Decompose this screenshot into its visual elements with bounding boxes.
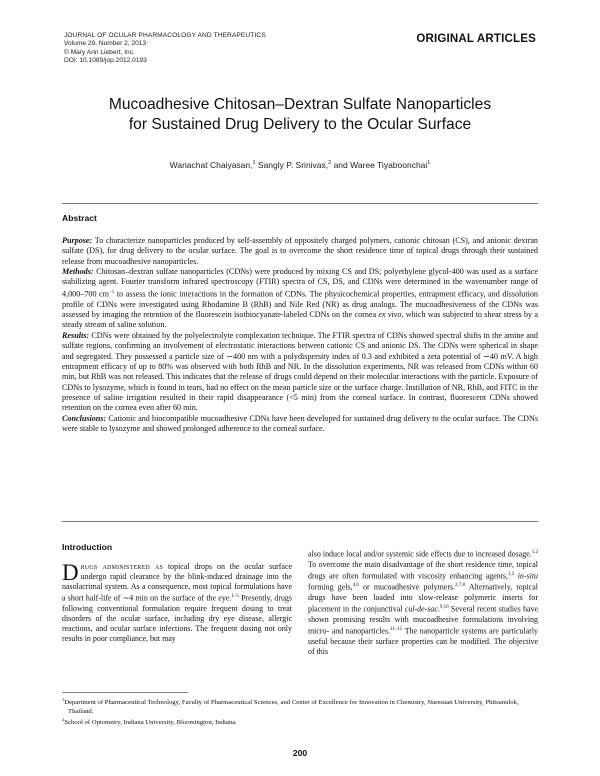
introduction-heading: Introduction xyxy=(62,542,113,552)
intro-right-text-2: To overcome the main disadvantage of the short residence time, topical drugs are often formulated with viscosity enhancing agents, xyxy=(308,559,538,581)
intro-right-italic-2: cul-de-sac xyxy=(404,604,438,614)
journal-header xyxy=(64,32,266,66)
methods-text-1: Chitosan–dextran sulfate nanoparticles (CDNs) were produced by mixing CS and DS; polyethylene glycol-400 was used as a surface stabilizing agent. Fourier transform infrared spectroscopy (FTIR) spectra of CS, DS, and CDNs were determined in the wavenumber range of 4,000–700 cm xyxy=(62,267,538,299)
intro-paragraph-left xyxy=(62,562,292,644)
author-2: Sangly P. Srinivas, xyxy=(255,160,329,170)
methods-italic: ex vivo xyxy=(378,310,402,320)
methods-superscript: −1 xyxy=(108,289,115,295)
intro-right-column xyxy=(308,548,538,657)
intro-paragraph-right xyxy=(308,548,538,657)
article-type-label: ORIGINAL ARTICLES xyxy=(416,33,536,45)
purpose-text: To characterize nanoparticles produced by self-assembly of oppositely charged polymers, cationic chitosan (CS), and anionic dextran sulfate (DS), for drug delivery to the ocular surface. The goal is to overcome the short residence time of topical drugs through their sustained release from mucoadhesive nanoparticles. xyxy=(62,236,538,266)
intro-right-ref-3: 4,6 xyxy=(352,583,359,589)
footnote-2 xyxy=(62,716,538,728)
journal-doi: DOI: 10.1089/jop.2012.0193 xyxy=(64,57,147,65)
intro-right-ref-6: 11–15 xyxy=(390,626,403,632)
journal-name: JOURNAL OF OCULAR PHARMACOLOGY AND THERAPEUTICS xyxy=(64,32,266,39)
footnote-1-marker: 1 xyxy=(62,697,65,702)
intro-left-ref-1: 1–5 xyxy=(231,594,239,600)
purpose-label: Purpose: xyxy=(62,236,93,245)
abstract-methods xyxy=(62,267,538,331)
intro-right-text-3: forming gels, xyxy=(308,583,353,593)
footnote-2-marker: 2 xyxy=(62,717,65,723)
author-2-affil: 2 xyxy=(328,160,332,167)
footnote-rule xyxy=(62,692,188,693)
intro-left-text-2: Presently, drugs following conventional formulation require frequent dosing to treat disorders of the ocular surface, including dry eye disease, allergic reactions, and ocular surface infections. The frequent dosing not only results in poor compliance, but may xyxy=(62,593,292,643)
abstract-heading: Abstract xyxy=(62,213,97,223)
intro-smallcaps: rugs administered as xyxy=(80,562,164,571)
author-1: Wanachat Chaiyasan, xyxy=(169,160,253,170)
intro-right-ref-1: 1,2 xyxy=(531,550,538,555)
footnote-2-text: School of Optometry, Indiana University, Bloomington, Indiana. xyxy=(64,719,237,727)
title-line-2: for Sustained Drug Delivery to the Ocular Surface xyxy=(128,116,472,133)
intro-right-text-6: . xyxy=(437,604,440,614)
intro-right-text-1: also induce local and/or systemic side effects due to increased dosage. xyxy=(308,549,532,559)
drop-cap: D xyxy=(62,560,79,585)
abstract-purpose xyxy=(62,236,538,267)
intro-right-italic-1: in-situ xyxy=(514,571,538,581)
abstract-body xyxy=(62,236,538,434)
abstract-top-rule xyxy=(62,203,538,204)
conclusions-label: Conclusions: xyxy=(62,413,107,423)
author-1-affil: 1 xyxy=(252,160,256,167)
author-list xyxy=(40,160,560,170)
conclusions-text: Cationic and biocompatible mucoadhesive CDNs have been developed for sustained drug delivery to the ocular surface. The CDNs were stable to lysozyme and showed prolonged adherence to the corneal surface. xyxy=(62,413,538,433)
results-label: Results: xyxy=(62,330,90,340)
intro-right-ref-4: 2,7,8 xyxy=(455,583,466,589)
author-3: and Waree Tiyaboonchai xyxy=(331,160,428,170)
intro-right-text-5: Alternatively, topical drugs have been loaded into slow-release polymeric inserts for placement in the conjunctival xyxy=(308,583,539,614)
methods-label: Methods: xyxy=(62,267,94,277)
intro-right-text-7: Several recent studies have shown promising results with mucoadhesive formulations involving micro- and nanoparticles. xyxy=(308,604,538,636)
title-line-1: Mucoadhesive Chitosan–Dextran Sulfate Nanoparticles xyxy=(108,96,492,113)
intro-left-text-1: topical drops on the ocular surface undergo rapid clearance by the blink-induced drainage into the nasolacrimal system. As a consequence, most topical formulations have a short half-life of ∼4 min on the surface of the eye. xyxy=(62,562,293,603)
journal-copyright: © Mary Ann Liebert, Inc. xyxy=(64,48,135,56)
intro-left-column xyxy=(62,562,292,644)
intro-right-text-8: The nanoparticle systems are particularly useful because their surface properties can be modified. The objective of this xyxy=(308,626,538,656)
footnote-1 xyxy=(62,696,538,716)
intro-right-text-4: or mucoadhesive polymers. xyxy=(358,583,456,593)
affiliation-footnotes xyxy=(62,692,538,728)
abstract-results xyxy=(62,331,538,414)
journal-volume: Volume 29, Number 2, 2013 xyxy=(64,40,147,48)
page-number: 200 xyxy=(292,748,308,758)
abstract-conclusions xyxy=(62,414,538,435)
footnote-1-text: Department of Pharmaceutical Technology, Faculty of Pharmaceutical Sciences, and Center of Excellence for Innovation in Chemistry, Naresuan University, Phitsanulok, Thailand. xyxy=(64,699,519,715)
intro-right-ref-2: 1,2 xyxy=(507,571,515,577)
methods-text-3: , which was subjected to shear stress by a steady stream of saline solution. xyxy=(62,310,538,330)
results-text: CDNs were obtained by the polyelectrolyte complexation technique. The FTIR spectra of CDNs showed spectral shifts in the amine and sulfate regions, confirming an involvement of electrostatic interactions between cationic CS and anionic DS. The CDNs were spherical in shape and segregated. They possessed a particle size of ∼400 nm with a polydispersity index of 0.3 and exhibited a zeta potential of ∼40 mV. A high entrapment efficacy of up to 80% was observed with both RhB and NR. In the dissolution experiments, NR was released from CDNs within 60 min, but RhB was not released. This indicates that the release of drugs could depend on their molecular interactions with the particle. Exposure of CDNs to lysozyme, which is found in tears, had no effect on the mean particle size or the surface charge. Instillation of NR, RhB, and FITC in the presence of saline irrigation resulted in their rapid disappearance (<5 min) from the corneal surface. In contrast, fluorescent CDNs showed retention on the cornea even after 60 min. xyxy=(62,330,538,413)
methods-text-2: to assess the ionic interactions in the formation of CDNs. The physicochemical properties, entrapment efficacy, and dissolution profile of CDNs were investigated using Rhodamine B (RhB) and Nile Red (NR) as drug analogs. The mucoadhesiveness of the CDNs was assessed by imaging the retention of the fluorescein isothiocyanate-labeled CDNs on the cornea xyxy=(62,289,538,320)
intro-right-ref-5: 9,10 xyxy=(439,605,449,611)
article-title xyxy=(40,95,560,135)
author-3-affil: 1 xyxy=(427,160,431,167)
abstract-bottom-rule xyxy=(62,521,538,522)
